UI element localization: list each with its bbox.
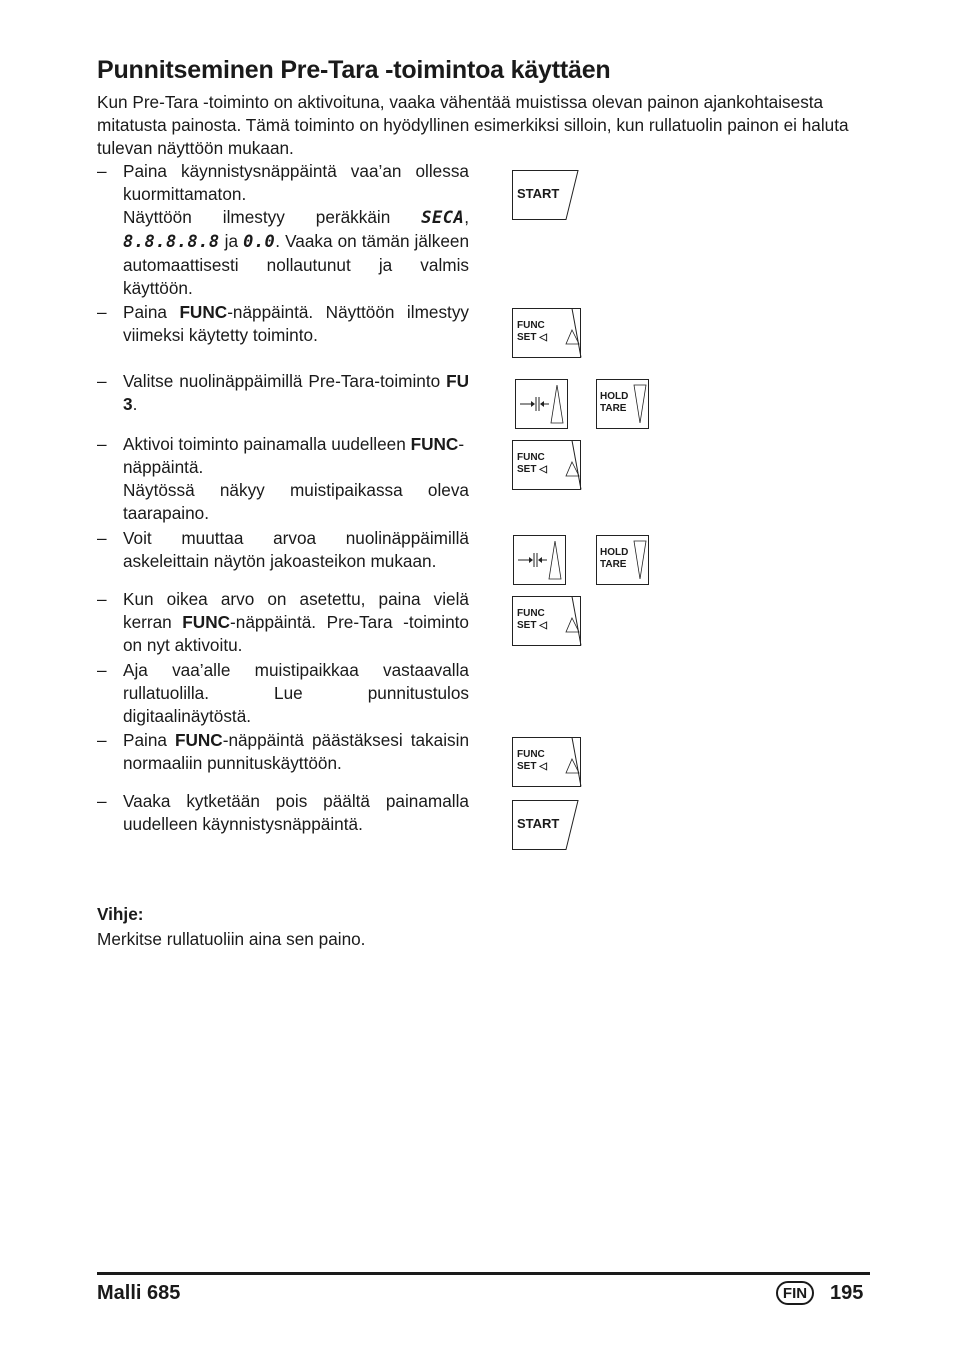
hold-tare-key <box>596 379 650 431</box>
arrow-key-outline <box>513 535 567 587</box>
conjunction: ja <box>219 231 244 251</box>
step-6 <box>97 588 469 657</box>
hold-label-line2: TARE <box>600 403 627 414</box>
start-key <box>512 800 582 852</box>
func-label-line2: SET <box>517 761 537 772</box>
page-number: 195 <box>830 1282 864 1304</box>
step-1-display-outro: . Vaaka on tämän jälkeen automaattisesti nollautunut ja valmis käyttöön. <box>123 231 470 298</box>
step-4-extra: Näytössä näkyy muistipaikassa oleva taarapaino. <box>123 480 469 523</box>
step-8-pre: Paina <box>123 730 175 750</box>
func-set-key <box>512 308 582 360</box>
step-1 <box>97 160 469 300</box>
step-3-pre: Valitse nuolinäppäimillä Pre-Tara-toiminto <box>123 371 447 391</box>
func-label-line2: SET <box>517 620 537 631</box>
step-4-post: -näppäintä. <box>123 434 465 477</box>
func-set-key <box>512 440 582 492</box>
func-key-label: FUNC SET ◁ <box>517 608 547 631</box>
arrow-key-outline <box>515 379 569 431</box>
func-key-ref: FUNC <box>182 612 231 632</box>
arrow-key <box>513 535 567 587</box>
func-label-line1: FUNC <box>517 749 545 760</box>
step-5 <box>97 527 469 573</box>
step-3-text <box>123 370 469 416</box>
fu3-ref: FU 3 <box>123 371 469 414</box>
hold-key-label <box>600 391 628 415</box>
comma: , <box>464 207 470 227</box>
hold-label-line2: TARE <box>600 559 627 570</box>
step-4-text <box>123 433 469 479</box>
page-title: Punnitseminen Pre-Tara -toimintoa käyttäen <box>97 56 611 84</box>
hint-heading: Vihje: <box>97 904 144 924</box>
list-dash: – <box>97 730 107 750</box>
hint-text: Merkitse rullatuoliin aina sen paino. <box>97 929 366 949</box>
step-3-post: . <box>132 394 138 414</box>
func-set-key <box>512 737 582 789</box>
start-key-label: START <box>517 816 560 831</box>
step-6-post: -näppäintä. Pre-Tara -toiminto on nyt aktivoitu. <box>123 612 469 655</box>
list-dash: – <box>97 161 107 181</box>
step-9-text: Vaaka kytketään pois päältä painamalla uudelleen käynnistysnäppäintä. <box>123 791 469 834</box>
hold-tare-key <box>596 535 650 587</box>
start-key <box>512 170 582 222</box>
start-key-label: START <box>517 186 560 201</box>
lcd-all-segments: 8.8.8.8.8 <box>123 232 220 252</box>
step-6-text <box>123 588 469 657</box>
step-8 <box>97 729 469 775</box>
step-2-text <box>123 301 469 347</box>
step-1-display-intro: Näyttöön ilmestyy peräkkäin <box>123 207 391 227</box>
model-name: Malli 685 <box>97 1282 181 1304</box>
func-key-ref: FUNC <box>410 434 459 454</box>
step-3 <box>97 370 469 416</box>
step-1-display-text <box>123 206 469 300</box>
func-set-key <box>512 596 582 648</box>
func-key-ref: FUNC <box>179 302 228 322</box>
step-7-text: Aja vaa’alle muistipaikkaa vastaavalla rullatuolilla. Lue punnitustulos digitaalinäytöstä. <box>123 660 469 726</box>
lcd-seca: SECA <box>421 208 465 228</box>
step-4 <box>97 433 469 525</box>
list-dash: – <box>97 660 107 680</box>
func-key-label: FUNC SET ◁ <box>517 452 547 475</box>
step-1-text: Paina käynnistysnäppäintä vaa’an ollessa kuormittamaton. <box>123 161 469 204</box>
step-9 <box>97 790 469 836</box>
list-dash: – <box>97 434 107 454</box>
func-label-line1: FUNC <box>517 608 545 619</box>
intro-paragraph: Kun Pre-Tara -toiminto on aktivoituna, vaaka vähentää muistissa olevan painon ajankohtaisesta mitatusta painosta. Tämä toiminto on hyödyllinen esimerkiksi silloin, kun rullatuolin painon ei haluta tulevan näyttöön mukaan. <box>97 92 849 158</box>
func-label-line2: SET <box>517 464 537 475</box>
step-6-pre: Kun oikea arvo on asetettu, paina vielä kerran <box>123 589 469 632</box>
language-badge: FIN <box>776 1281 814 1305</box>
list-dash: – <box>97 528 107 548</box>
list-dash: – <box>97 302 107 322</box>
hold-label-line1: HOLD <box>600 547 629 558</box>
func-key-ref: FUNC <box>174 730 223 750</box>
step-2 <box>97 301 469 347</box>
func-label-line1: FUNC <box>517 452 545 463</box>
step-8-post: -näppäintä päästäksesi takaisin normaaliin punnituskäyttöön. <box>123 730 469 773</box>
step-5-text: Voit muuttaa arvoa nuolinäppäimillä askeleittain näytön jakoasteikon mukaan. <box>123 528 469 571</box>
step-4-pre: Aktivoi toiminto painamalla uudelleen <box>123 434 411 454</box>
func-key-label: FUNC SET ◁ <box>517 320 547 343</box>
footer-rule <box>97 1272 870 1275</box>
step-8-text <box>123 729 469 775</box>
func-label-line1: FUNC <box>517 320 545 331</box>
step-2-post: -näppäintä. Näyttöön ilmestyy viimeksi käytetty toiminto. <box>123 302 470 345</box>
step-2-pre: Paina <box>123 302 180 322</box>
hold-label-line1: HOLD <box>600 391 629 402</box>
step-7 <box>97 659 469 728</box>
lcd-zero: 0.0 <box>243 232 276 252</box>
list-dash: – <box>97 791 107 811</box>
list-dash: – <box>97 589 107 609</box>
list-dash: – <box>97 371 107 391</box>
hold-key-label <box>600 547 628 571</box>
arrow-key <box>515 379 569 431</box>
func-key-label: FUNC SET ◁ <box>517 749 547 772</box>
func-label-line2: SET <box>517 332 537 343</box>
